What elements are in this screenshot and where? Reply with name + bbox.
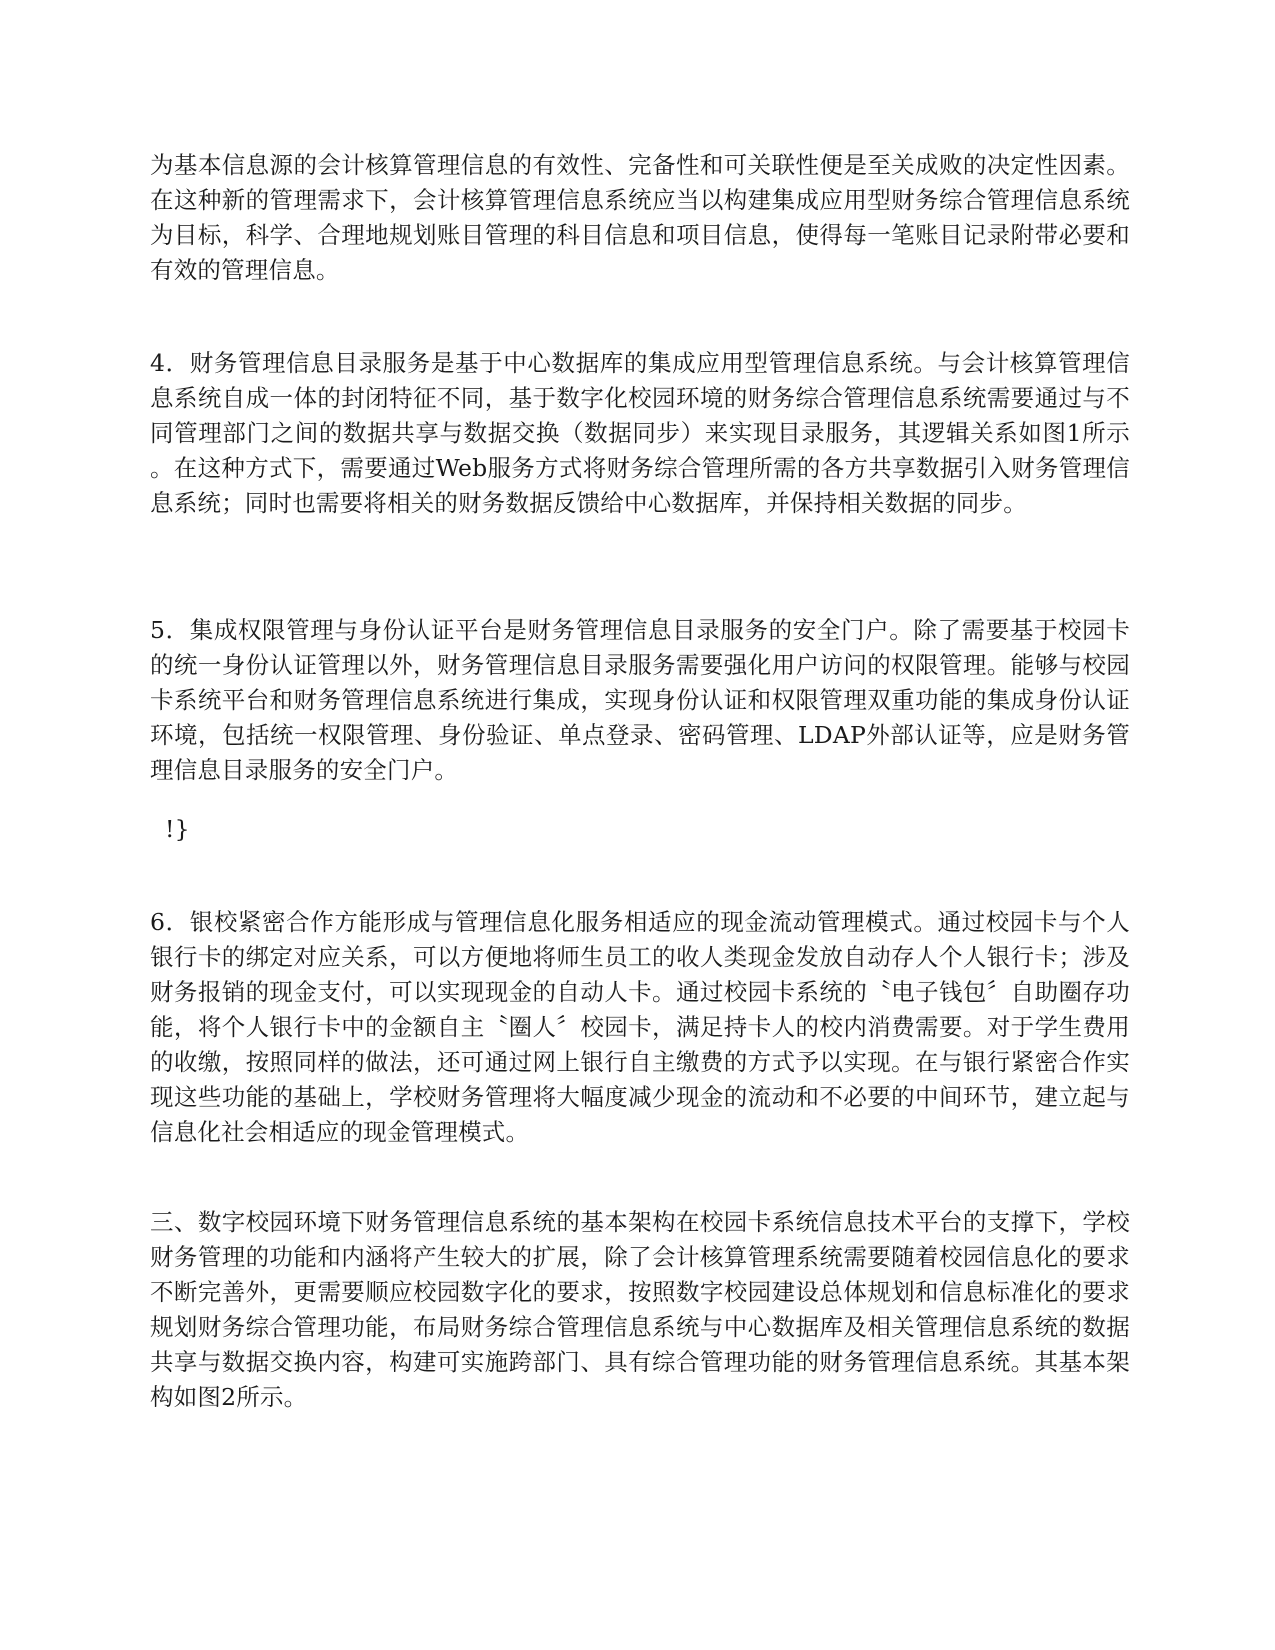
paragraph-accounting-info: 为基本信息源的会计核算管理信息的有效性、完备性和可关联性便是至关成败的决定性因素。在这种新的管理需求下，会计核算管理信息系统应当以构建集成应用型财务综合管理信息系统为目标，科学、合理地规划账目管理的科目信息和项目信息，使得每一笔账目记录附带必要和有效的管理信息。 — [150, 151, 1130, 284]
paragraph-security-portal: 5．集成权限管理与身份认证平台是财务管理信息目录服务的安全门户。除了需要基于校园卡的统一身份认证管理以外，财务管理信息目录服务需要强化用户访问的权限管理。能够与校园卡系统平台和财务管理信息系统进行集成，实现身份认证和权限管理双重功能的集成身份认证环境，包括统一权限管理、身份验证、单点登录、密码管理、LDAP外部认证等，应是财务管理信息目录服务的安全门户。 — [150, 616, 1130, 784]
paragraph-directory-service: 4．财务管理信息目录服务是基于中心数据库的集成应用型管理信息系统。与会计核算管理信息系统自成一体的封闭特征不同，基于数字化校园环境的财务综合管理信息系统需要通过与不同管理部门之间的数据共享与数据交换（数据同步）来实现目录服务，其逻辑关系如图1所示。在这种方式下，需要通过Web服务方式将财务综合管理所需的各方共享数据引入财务管理信息系统；同时也需要将相关的财务数据反馈给中心数据库，并保持相关数据的同步。 — [150, 349, 1130, 517]
stray-mark: !} — [165, 815, 190, 843]
paragraph-bank-cooperation: 6．银校紧密合作方能形成与管理信息化服务相适应的现金流动管理模式。通过校园卡与个人银行卡的绑定对应关系，可以方便地将师生员工的收人类现金发放自动存人个人银行卡；涉及财务报销的现金支付，可以实现现金的自动人卡。通过校园卡系统的〝电子钱包〞自助圈存功能，将个人银行卡中的金额自主〝圈人〞校园卡，满足持卡人的校内消费需要。对于学生费用的收缴，按照同样的做法，还可通过网上银行自主缴费的方式予以实现。在与银行紧密合作实现这些功能的基础上，学校财务管理将大幅度减少现金的流动和不必要的中间环节，建立起与信息化社会相适应的现金管理模式。 — [150, 908, 1130, 1146]
paragraph-system-architecture: 三、数字校园环境下财务管理信息系统的基本架构在校园卡系统信息技术平台的支撑下，学校财务管理的功能和内涵将产生较大的扩展，除了会计核算管理系统需要随着校园信息化的要求不断完善外，更需要顺应校园数字化的要求，按照数字校园建设总体规划和信息标准化的要求规划财务综合管理功能，布局财务综合管理信息系统与中心数据库及相关管理信息系统的数据共享与数据交换内容，构建可实施跨部门、具有综合管理功能的财务管理信息系统。其基本架构如图2所示。 — [150, 1208, 1130, 1411]
